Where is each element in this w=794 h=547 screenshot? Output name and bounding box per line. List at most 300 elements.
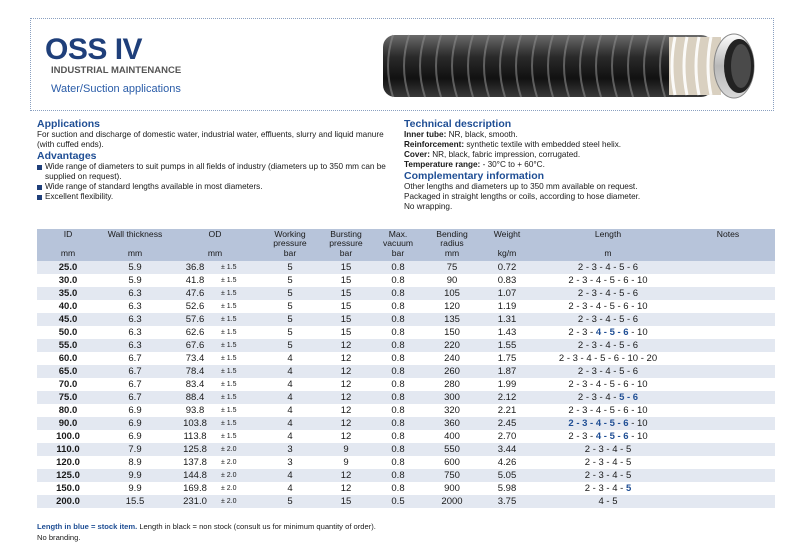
cell-length (535, 313, 681, 326)
cell-id: 25.0 (37, 261, 99, 274)
length-nonstock: - 10 (628, 431, 648, 442)
cell-notes (681, 300, 775, 313)
cell-vacuum: 0.8 (371, 417, 425, 430)
cell-od: 231.0 (171, 495, 219, 508)
length-nonstock: 4 - 5 (598, 496, 618, 507)
col-header: Wall thickness (99, 229, 171, 249)
cell-od: 78.4 (171, 365, 219, 378)
cell-length (535, 274, 681, 287)
cell-vacuum: 0.8 (371, 261, 425, 274)
cell-bending-radius: 750 (425, 469, 479, 482)
cell-bursting-pressure: 15 (321, 300, 371, 313)
length-nonstock: 2 - 3 - 4 - 5 - 6 - 10 (568, 301, 648, 312)
cell-working-pressure: 4 (259, 352, 321, 365)
cell-working-pressure: 4 (259, 469, 321, 482)
cell-weight: 2.70 (479, 430, 535, 443)
cell-notes (681, 378, 775, 391)
cell-id: 110.0 (37, 443, 99, 456)
table-row (37, 365, 775, 378)
cell-weight: 3.75 (479, 495, 535, 508)
cell-tolerance: ± 1.5 (219, 365, 259, 378)
table-row (37, 300, 775, 313)
cell-wall: 7.9 (99, 443, 171, 456)
cell-od: 52.6 (171, 300, 219, 313)
length-nonstock: - 10 (628, 418, 648, 429)
table-row (37, 339, 775, 352)
branding-note: No branding. (37, 533, 81, 542)
cell-weight: 5.05 (479, 469, 535, 482)
cell-notes (681, 313, 775, 326)
cell-wall: 6.3 (99, 339, 171, 352)
tech-value: - 30°C to + 60°C. (480, 160, 545, 169)
cell-id: 80.0 (37, 404, 99, 417)
cell-notes (681, 391, 775, 404)
cell-bending-radius: 600 (425, 456, 479, 469)
cell-weight: 1.19 (479, 300, 535, 313)
cell-tolerance: ± 1.5 (219, 417, 259, 430)
cell-vacuum: 0.8 (371, 378, 425, 391)
cell-notes (681, 404, 775, 417)
product-category: INDUSTRIAL MAINTENANCE (51, 65, 182, 76)
cell-weight: 3.44 (479, 443, 535, 456)
length-nonstock: 2 - 3 - 4 - 5 - 6 (577, 340, 639, 351)
cell-wall: 6.3 (99, 326, 171, 339)
cell-length (535, 261, 681, 274)
tech-row (404, 140, 774, 150)
cell-vacuum: 0.8 (371, 313, 425, 326)
table-row (37, 261, 775, 274)
length-nonstock: 2 - 3 - 4 - 5 - 6 - 10 (568, 275, 648, 286)
cell-tolerance: ± 1.5 (219, 287, 259, 300)
length-nonstock: 2 - 3 - 4 - 5 - 6 (577, 366, 639, 377)
cell-od: 62.6 (171, 326, 219, 339)
cell-vacuum: 0.8 (371, 326, 425, 339)
length-nonstock: 2 - 3 - (568, 431, 596, 442)
cell-length (535, 326, 681, 339)
header-row (37, 229, 775, 249)
cell-length (535, 352, 681, 365)
cell-wall: 6.7 (99, 365, 171, 378)
cell-working-pressure: 5 (259, 261, 321, 274)
cell-wall: 15.5 (99, 495, 171, 508)
col-header: Length (535, 229, 681, 249)
tech-row (404, 150, 774, 160)
cell-bending-radius: 320 (425, 404, 479, 417)
cell-od: 169.8 (171, 482, 219, 495)
table-row (37, 326, 775, 339)
length-nonstock: 2 - 3 - 4 - (584, 483, 626, 494)
length-nonstock: 2 - 3 - 4 - 5 - 6 - 10 (568, 379, 648, 390)
product-title: OSS IV (45, 33, 143, 66)
cell-notes (681, 482, 775, 495)
tech-row (404, 160, 774, 170)
cell-working-pressure: 4 (259, 430, 321, 443)
cell-working-pressure: 4 (259, 404, 321, 417)
cell-bending-radius: 75 (425, 261, 479, 274)
cell-bending-radius: 400 (425, 430, 479, 443)
cell-wall: 6.7 (99, 391, 171, 404)
cell-notes (681, 365, 775, 378)
cell-vacuum: 0.8 (371, 352, 425, 365)
cell-od: 83.4 (171, 378, 219, 391)
cell-length (535, 417, 681, 430)
length-nonstock: 2 - 3 - 4 - 5 (584, 444, 632, 455)
cell-notes (681, 495, 775, 508)
cell-wall: 8.9 (99, 456, 171, 469)
cell-vacuum: 0.8 (371, 365, 425, 378)
cell-vacuum: 0.8 (371, 391, 425, 404)
cell-working-pressure: 5 (259, 300, 321, 313)
cell-bursting-pressure: 15 (321, 287, 371, 300)
cell-tolerance: ± 1.5 (219, 300, 259, 313)
cell-weight: 1.07 (479, 287, 535, 300)
length-nonstock: 2 - 3 - 4 - 5 - 6 - 10 - 20 (558, 353, 658, 364)
cell-wall: 6.7 (99, 378, 171, 391)
cell-wall: 6.9 (99, 430, 171, 443)
cell-id: 70.0 (37, 378, 99, 391)
cell-id: 30.0 (37, 274, 99, 287)
advantage-item: Excellent flexibility. (37, 192, 387, 202)
cell-wall: 5.9 (99, 261, 171, 274)
cell-bursting-pressure: 12 (321, 378, 371, 391)
cell-length (535, 300, 681, 313)
cell-working-pressure: 4 (259, 378, 321, 391)
cell-vacuum: 0.5 (371, 495, 425, 508)
cell-weight: 1.31 (479, 313, 535, 326)
tech-label: Cover: (404, 150, 430, 159)
length-nonstock: 2 - 3 - 4 - 5 (584, 457, 632, 468)
cell-wall: 9.9 (99, 469, 171, 482)
col-header: Max. vacuum (371, 229, 425, 249)
cell-wall: 6.7 (99, 352, 171, 365)
hose-image (379, 25, 774, 107)
cell-vacuum: 0.8 (371, 469, 425, 482)
length-nonstock: 2 - 3 - (568, 327, 596, 338)
tech-label: Inner tube: (404, 130, 447, 139)
tech-row (404, 130, 774, 140)
cell-working-pressure: 3 (259, 456, 321, 469)
cell-weight: 5.98 (479, 482, 535, 495)
tech-label: Reinforcement: (404, 140, 465, 149)
cell-length (535, 339, 681, 352)
cell-weight: 1.43 (479, 326, 535, 339)
complementary-title: Complementary information (404, 170, 545, 182)
length-stock: 5 (625, 483, 632, 494)
cell-notes (681, 261, 775, 274)
table-row (37, 495, 775, 508)
length-nonstock: 2 - 3 - 4 - 5 - 6 (577, 314, 639, 325)
length-nonstock: 2 - 3 - 4 - 5 (584, 470, 632, 481)
cell-id: 35.0 (37, 287, 99, 300)
cell-id: 90.0 (37, 417, 99, 430)
cell-tolerance: ± 2.0 (219, 469, 259, 482)
table-row (37, 287, 775, 300)
length-stock: 4 - 5 - 6 (595, 431, 629, 442)
cell-vacuum: 0.8 (371, 443, 425, 456)
complementary-line: Other lengths and diameters up to 350 mm available on request. (404, 182, 638, 191)
cell-vacuum: 0.8 (371, 339, 425, 352)
cell-tolerance: ± 1.5 (219, 274, 259, 287)
unit-label: m (535, 249, 681, 261)
cell-bursting-pressure: 15 (321, 326, 371, 339)
cell-tolerance: ± 2.0 (219, 456, 259, 469)
cell-vacuum: 0.8 (371, 430, 425, 443)
cell-bending-radius: 280 (425, 378, 479, 391)
cell-od: 88.4 (171, 391, 219, 404)
right-column (404, 118, 774, 212)
cell-working-pressure: 5 (259, 313, 321, 326)
cell-od: 67.6 (171, 339, 219, 352)
cell-weight: 0.72 (479, 261, 535, 274)
cell-weight: 4.26 (479, 456, 535, 469)
cell-bending-radius: 120 (425, 300, 479, 313)
left-column (37, 118, 387, 202)
spec-table-body (37, 261, 775, 508)
length-nonstock: - 10 (628, 327, 648, 338)
header-box (30, 18, 774, 111)
cell-working-pressure: 4 (259, 482, 321, 495)
complementary-line: No wrapping. (404, 202, 453, 211)
cell-bursting-pressure: 12 (321, 404, 371, 417)
cell-wall: 6.3 (99, 313, 171, 326)
cell-length (535, 430, 681, 443)
cell-id: 120.0 (37, 456, 99, 469)
cell-tolerance: ± 1.5 (219, 339, 259, 352)
cell-bursting-pressure: 15 (321, 313, 371, 326)
table-row (37, 391, 775, 404)
cell-id: 65.0 (37, 365, 99, 378)
cell-length (535, 443, 681, 456)
cell-bending-radius: 900 (425, 482, 479, 495)
cell-notes (681, 274, 775, 287)
cell-tolerance: ± 2.0 (219, 443, 259, 456)
length-nonstock: 2 - 3 - 4 - 5 - 6 (577, 262, 639, 273)
table-row (37, 443, 775, 456)
cell-od: 47.6 (171, 287, 219, 300)
cell-bending-radius: 240 (425, 352, 479, 365)
table-row (37, 482, 775, 495)
advantage-item: Wide range of standard lengths available in most diameters. (37, 182, 387, 192)
length-stock: 2 - 3 - 4 - 5 - 6 (568, 418, 629, 429)
cell-bursting-pressure: 9 (321, 443, 371, 456)
cell-wall: 5.9 (99, 274, 171, 287)
cell-vacuum: 0.8 (371, 287, 425, 300)
cell-bursting-pressure: 12 (321, 352, 371, 365)
table-row (37, 404, 775, 417)
cell-id: 100.0 (37, 430, 99, 443)
col-header: Working pressure (259, 229, 321, 249)
cell-weight: 1.55 (479, 339, 535, 352)
cell-length (535, 391, 681, 404)
cell-bursting-pressure: 12 (321, 430, 371, 443)
cell-length (535, 482, 681, 495)
cell-working-pressure: 4 (259, 365, 321, 378)
col-header: Bending radius (425, 229, 479, 249)
cell-tolerance: ± 1.5 (219, 313, 259, 326)
unit-label: bar (259, 249, 321, 261)
length-nonstock: 2 - 3 - 4 - 5 - 6 (577, 288, 639, 299)
table-row (37, 378, 775, 391)
unit-label: mm (425, 249, 479, 261)
cell-bending-radius: 2000 (425, 495, 479, 508)
cell-working-pressure: 5 (259, 274, 321, 287)
table-row (37, 430, 775, 443)
cell-notes (681, 430, 775, 443)
cell-tolerance: ± 1.5 (219, 326, 259, 339)
cell-od: 93.8 (171, 404, 219, 417)
cell-bursting-pressure: 9 (321, 456, 371, 469)
cell-working-pressure: 5 (259, 287, 321, 300)
footer-notes (37, 521, 376, 543)
cell-tolerance: ± 1.5 (219, 261, 259, 274)
table-row (37, 352, 775, 365)
cell-od: 125.8 (171, 443, 219, 456)
col-header: Weight (479, 229, 535, 249)
cell-tolerance: ± 1.5 (219, 404, 259, 417)
cell-length (535, 365, 681, 378)
cell-bending-radius: 360 (425, 417, 479, 430)
applications-text: For suction and discharge of domestic water, industrial water, effluents, slurry and liquid manure (with cuffed ends). (37, 130, 384, 149)
cell-length (535, 378, 681, 391)
cell-id: 150.0 (37, 482, 99, 495)
cell-od: 36.8 (171, 261, 219, 274)
cell-weight: 2.21 (479, 404, 535, 417)
cell-vacuum: 0.8 (371, 274, 425, 287)
unit-label: bar (371, 249, 425, 261)
cell-weight: 1.87 (479, 365, 535, 378)
cell-weight: 0.83 (479, 274, 535, 287)
cell-id: 200.0 (37, 495, 99, 508)
length-nonstock: 2 - 3 - 4 - (577, 392, 620, 403)
col-header: Notes (681, 229, 775, 249)
legend-nonstock: Length in black = non stock (consult us for minimum quantity of order). (137, 522, 376, 531)
units-row (37, 249, 775, 261)
tech-label: Temperature range: (404, 160, 481, 169)
spec-table (37, 229, 775, 508)
cell-working-pressure: 3 (259, 443, 321, 456)
cell-weight: 2.45 (479, 417, 535, 430)
cell-weight: 1.75 (479, 352, 535, 365)
table-row (37, 469, 775, 482)
cell-bursting-pressure: 15 (321, 495, 371, 508)
cell-notes (681, 456, 775, 469)
cell-working-pressure: 4 (259, 417, 321, 430)
table-row (37, 274, 775, 287)
cell-wall: 6.3 (99, 300, 171, 313)
cell-tolerance: ± 2.0 (219, 482, 259, 495)
cell-id: 50.0 (37, 326, 99, 339)
length-nonstock: 2 - 3 - 4 - 5 - 6 - 10 (568, 405, 648, 416)
cell-bursting-pressure: 15 (321, 261, 371, 274)
technical-title: Technical description (404, 118, 512, 130)
cell-wall: 6.9 (99, 404, 171, 417)
cell-od: 113.8 (171, 430, 219, 443)
cell-od: 73.4 (171, 352, 219, 365)
cell-bursting-pressure: 12 (321, 339, 371, 352)
cell-working-pressure: 5 (259, 495, 321, 508)
unit-label: mm (171, 249, 259, 261)
col-header: OD (171, 229, 259, 249)
cell-working-pressure: 4 (259, 391, 321, 404)
cell-bending-radius: 300 (425, 391, 479, 404)
cell-working-pressure: 5 (259, 326, 321, 339)
cell-bending-radius: 105 (425, 287, 479, 300)
cell-bending-radius: 150 (425, 326, 479, 339)
cell-id: 55.0 (37, 339, 99, 352)
tech-value: NR, black, fabric impression, corrugated. (429, 150, 581, 159)
cell-id: 75.0 (37, 391, 99, 404)
cell-bending-radius: 220 (425, 339, 479, 352)
cell-tolerance: ± 1.5 (219, 378, 259, 391)
cell-bursting-pressure: 12 (321, 469, 371, 482)
advantage-item: Wide range of diameters to suit pumps in all fields of industry (diameters up to 350 mm can be supplied on request). (37, 162, 387, 182)
cell-bending-radius: 90 (425, 274, 479, 287)
unit-label: mm (37, 249, 99, 261)
product-tagline: Water/Suction applications (51, 83, 181, 95)
cell-notes (681, 339, 775, 352)
cell-vacuum: 0.8 (371, 482, 425, 495)
cell-tolerance: ± 1.5 (219, 391, 259, 404)
cell-tolerance: ± 1.5 (219, 430, 259, 443)
col-header: Bursting pressure (321, 229, 371, 249)
cell-weight: 2.12 (479, 391, 535, 404)
cell-wall: 6.9 (99, 417, 171, 430)
advantages-title: Advantages (37, 150, 97, 162)
cell-weight: 1.99 (479, 378, 535, 391)
cell-vacuum: 0.8 (371, 456, 425, 469)
cell-length (535, 456, 681, 469)
cell-notes (681, 326, 775, 339)
cell-bursting-pressure: 12 (321, 482, 371, 495)
cell-notes (681, 417, 775, 430)
cell-bending-radius: 135 (425, 313, 479, 326)
table-row (37, 456, 775, 469)
cell-id: 40.0 (37, 300, 99, 313)
cell-tolerance: ± 1.5 (219, 352, 259, 365)
cell-vacuum: 0.8 (371, 300, 425, 313)
stock-legend (37, 521, 376, 532)
cell-id: 60.0 (37, 352, 99, 365)
cell-length (535, 287, 681, 300)
cell-bursting-pressure: 12 (321, 417, 371, 430)
unit-label: bar (321, 249, 371, 261)
cell-id: 125.0 (37, 469, 99, 482)
cell-bursting-pressure: 15 (321, 274, 371, 287)
cell-bending-radius: 260 (425, 365, 479, 378)
cell-wall: 6.3 (99, 287, 171, 300)
cell-working-pressure: 5 (259, 339, 321, 352)
cell-notes (681, 287, 775, 300)
length-stock: 5 - 6 (619, 392, 639, 403)
cell-length (535, 469, 681, 482)
cell-wall: 9.9 (99, 482, 171, 495)
unit-label: mm (99, 249, 171, 261)
table-row (37, 313, 775, 326)
cell-tolerance: ± 2.0 (219, 495, 259, 508)
cell-od: 103.8 (171, 417, 219, 430)
cell-bursting-pressure: 12 (321, 365, 371, 378)
cell-bending-radius: 550 (425, 443, 479, 456)
cell-bursting-pressure: 12 (321, 391, 371, 404)
length-stock: 4 - 5 - 6 (595, 327, 629, 338)
tech-value: NR, black, smooth. (446, 130, 518, 139)
table-row (37, 417, 775, 430)
cell-vacuum: 0.8 (371, 404, 425, 417)
cell-notes (681, 469, 775, 482)
legend-stock: Length in blue = stock item. (37, 522, 138, 531)
tech-value: synthetic textile with embedded steel helix. (464, 140, 622, 149)
cell-length (535, 495, 681, 508)
